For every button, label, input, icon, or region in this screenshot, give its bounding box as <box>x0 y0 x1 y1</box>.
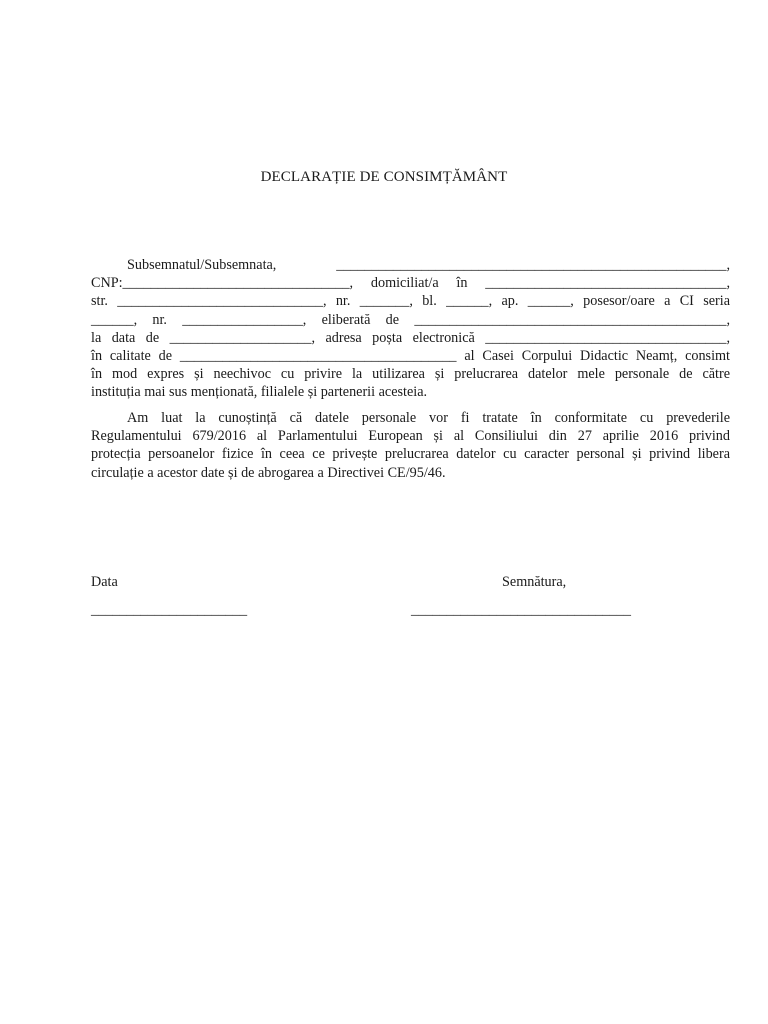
paragraph-line: Subsemnatul/Subsemnata, _______________________________________________________, <box>127 257 730 273</box>
paragraph-line: str. _____________________________, nr. _______, bl. ______, ap. ______, posesor/oare a CI seria <box>91 293 730 310</box>
paragraph-line: în calitate de _______________________________________ al Casei Corpului Didactic Neamț, consimt <box>91 347 730 364</box>
document-title: DECLARAȚIE DE CONSIMȚĂMÂNT <box>260 169 508 185</box>
signature-label: Semnătura, <box>502 574 567 590</box>
date-line: ______________________ <box>91 602 248 618</box>
paragraph-line: Regulamentului 679/2016 al Parlamentului European și al Consiliului din 27 aprilie 2016 privind <box>91 428 730 445</box>
paragraph-line: Am luat la cunoștință că datele personale vor fi tratate în conformitate cu prevederile <box>127 410 730 426</box>
paragraph-line: CNP:________________________________, domiciliat/a în __________________________________, <box>91 275 730 292</box>
date-label: Data <box>91 574 118 590</box>
paragraph-line: la data de ____________________, adresa poșta electronică __________________________________, <box>91 329 730 346</box>
paragraph-line: protecția persoanelor fizice în ceea ce privește prelucrarea datelor cu caracter personal și privind libera <box>91 446 730 463</box>
paragraph-line: ______, nr. _________________, eliberată de ____________________________________________, <box>91 311 730 328</box>
paragraph-line: în mod expres și neechivoc cu privire la utilizarea și prelucrarea datelor mele personale de către <box>91 366 730 383</box>
paragraph-line: circulație a acestor date și de abrogarea a Directivei CE/95/46. <box>91 464 446 481</box>
gdpr-paragraph <box>91 409 730 482</box>
signature-line: _______________________________ <box>411 602 631 618</box>
paragraph-line: instituția mai sus menționată, filialele și partenerii acesteia. <box>91 384 428 401</box>
consent-paragraph <box>91 256 730 402</box>
